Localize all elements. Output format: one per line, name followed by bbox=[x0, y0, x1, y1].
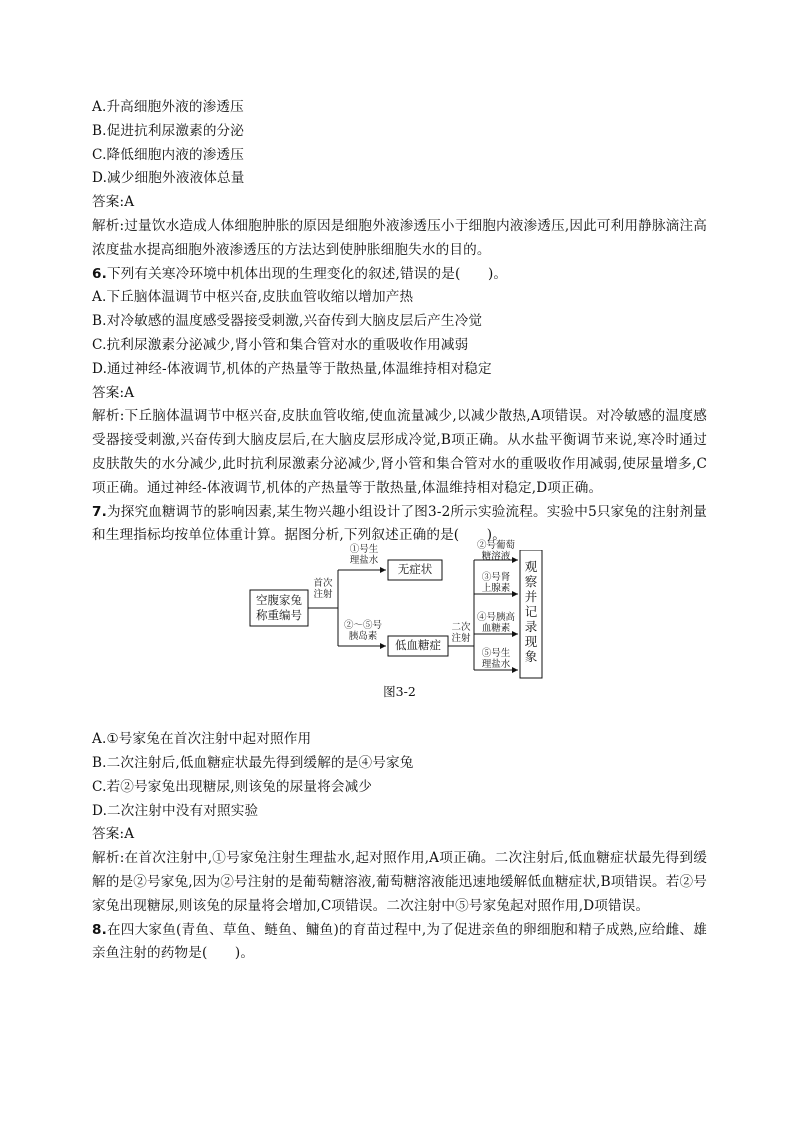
label-saline-1-line2: 理盐水 bbox=[349, 555, 379, 567]
observe-char-5: 录 bbox=[524, 619, 538, 635]
q5-analysis: 解析:过量饮水造成人体细胞肿胀的原因是细胞外液渗透压小于细胞内液渗透压,因此可利用静脉滴注高浓度盐水提高细胞外液渗透压的方法达到使肿胀细胞失水的目的。 bbox=[92, 217, 707, 258]
q7-number: 7. bbox=[92, 503, 107, 520]
observe-char-2: 察 bbox=[524, 574, 538, 590]
first-injection-char2: 次 bbox=[323, 578, 333, 590]
first-injection-char1: 首 bbox=[313, 578, 323, 590]
q6-option-b: B.对冷敏感的温度感受器接受刺激,兴奋传到大脑皮层后产生冷觉 bbox=[92, 313, 483, 330]
q5-option-d: D.减少细胞外液液体总量 bbox=[92, 170, 245, 187]
observe-char-4: 记 bbox=[524, 604, 538, 620]
first-injection-label bbox=[308, 578, 338, 600]
label-glucose bbox=[474, 540, 518, 562]
second-injection-label bbox=[446, 622, 476, 644]
second-injection-line1: 二次 bbox=[451, 622, 471, 634]
start-box-line1: 空腹家兔 bbox=[256, 593, 302, 608]
q5-answer: 答案:A bbox=[92, 194, 135, 211]
label-adrenaline bbox=[474, 572, 518, 594]
first-injection-char3: 注 bbox=[313, 589, 323, 601]
q8-number: 8. bbox=[92, 921, 107, 938]
q7-stem: 为探究血糖调节的影响因素,某生物兴趣小组设计了图3-2所示实验流程。实验中5只家兔的注射剂量和生理指标均按单位体重计算。据图分析,下列叙述正确的是( )。 bbox=[92, 503, 707, 544]
q6-answer: 答案:A bbox=[92, 384, 135, 401]
observe-char-7: 象 bbox=[524, 649, 538, 665]
label-adrenaline-line1: ③号肾 bbox=[481, 572, 511, 584]
start-box-line2: 称重编号 bbox=[256, 608, 302, 623]
label-saline-5-line2: 理盐水 bbox=[481, 659, 511, 671]
label-saline-1 bbox=[342, 544, 386, 566]
q5-option-b: B.促进抗利尿激素的分泌 bbox=[92, 122, 245, 139]
label-insulin-line2: 胰岛素 bbox=[348, 631, 378, 643]
label-glucose-line2: 糖溶液 bbox=[481, 551, 511, 563]
q7-option-c: C.若②号家兔出现糖尿,则该兔的尿量将会减少 bbox=[92, 778, 373, 795]
label-glucose-line1: ②号葡萄 bbox=[476, 540, 515, 552]
q6-question bbox=[92, 263, 707, 287]
q6-option-a: A.下丘脑体温调节中枢兴奋,皮肤血管收缩以增加产热 bbox=[92, 289, 414, 306]
q6-stem: 下列有关寒冷环境中机体出现的生理变化的叙述,错误的是( )。 bbox=[106, 265, 508, 282]
label-saline-1-line1: ①号生 bbox=[349, 544, 379, 556]
q6-analysis: 解析:下丘脑体温调节中枢兴奋,皮肤血管收缩,使血流量减少,以减少散热,A项错误。对冷敏感的温度感受器接受刺激,兴奋传到大脑皮层后,在大脑皮层形成冷觉,B项正确。从水盐平衡调节来说,寒冷时通过皮肤散失的水分减少,此时抗利尿激素分泌减少,肾小管和集合管对水的重吸收作用减弱,使尿量增多,C项正确。通过神经-体液调节,机体的产热量等于散热量,体温维持相对稳定,D项正确。 bbox=[92, 408, 707, 496]
label-saline-5 bbox=[474, 648, 518, 670]
no-symptom-text: 无症状 bbox=[397, 562, 433, 577]
label-insulin-line1: ②～⑤号 bbox=[343, 620, 382, 632]
figure-3-2 bbox=[92, 540, 707, 728]
q5-option-a: A.升高细胞外液的渗透压 bbox=[92, 99, 244, 115]
q6-number: 6. bbox=[92, 265, 107, 282]
label-insulin bbox=[338, 620, 388, 642]
label-glucagon-line1: ④号胰高 bbox=[476, 612, 515, 624]
q5-option-c: C.降低细胞内液的渗透压 bbox=[92, 146, 244, 163]
q8-question bbox=[92, 919, 707, 967]
q7-answer: 答案:A bbox=[92, 826, 135, 843]
observe-char-6: 现 bbox=[524, 634, 538, 650]
observe-text bbox=[523, 559, 539, 664]
observe-char-1: 观 bbox=[524, 559, 538, 575]
q7-option-a: A.①号家兔在首次注射中起对照作用 bbox=[92, 731, 312, 748]
first-injection-char4: 射 bbox=[323, 589, 333, 601]
q7-analysis: 解析:在首次注射中,①号家兔注射生理盐水,起对照作用,A项正确。二次注射后,低血糖症状最先得到缓解的是②号家兔,因为②号注射的是葡萄糖溶液,葡萄糖溶液能迅速地缓解低血糖症状,B项错误。若②号家兔出现糖尿,则该兔的尿量将会增加,C项错误。二次注射中⑤号家兔起对照作用,D项错误。 bbox=[92, 850, 707, 914]
q7-option-b: B.二次注射后,低血糖症状最先得到缓解的是④号家兔 bbox=[92, 754, 414, 771]
low-sugar-text: 低血糖症 bbox=[395, 638, 441, 653]
q6-option-c: C.抗利尿激素分泌减少,肾小管和集合管对水的重吸收作用减弱 bbox=[92, 336, 469, 353]
figure-caption: 图3-2 bbox=[383, 684, 416, 700]
q8-stem: 在四大家鱼(青鱼、草鱼、鲢鱼、鳙鱼)的育苗过程中,为了促进亲鱼的卵细胞和精子成熟,应给雌、雄亲鱼注射的药物是( )。 bbox=[92, 921, 707, 962]
label-adrenaline-line2: 上腺素 bbox=[481, 583, 511, 595]
q6-option-d: D.通过神经-体液调节,机体的产热量等于散热量,体温维持相对稳定 bbox=[92, 360, 492, 377]
label-saline-5-line1: ⑤号生 bbox=[481, 648, 511, 660]
start-box-text bbox=[250, 593, 308, 623]
second-injection-line2: 注射 bbox=[451, 633, 471, 645]
label-glucagon bbox=[474, 612, 518, 634]
q7-option-d: D.二次注射中没有对照实验 bbox=[92, 802, 259, 819]
label-glucagon-line2: 血糖素 bbox=[481, 623, 511, 635]
document-page bbox=[92, 96, 707, 966]
observe-char-3: 并 bbox=[524, 589, 538, 605]
